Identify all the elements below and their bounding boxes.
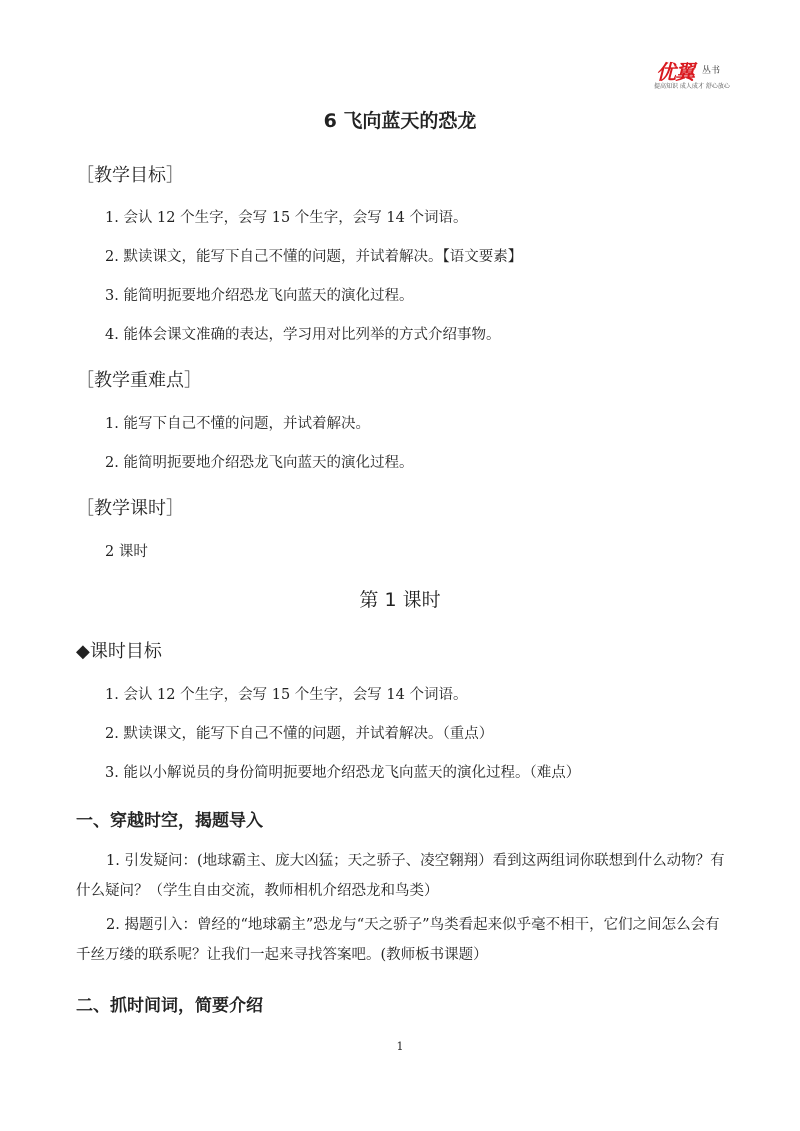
goal-item: 1. 会认 12 个生字，会写 15 个生字，会写 14 个词语。 xyxy=(105,210,468,226)
lesson-title: 第 1 课时 xyxy=(359,589,441,611)
section-heading-key-points: ［教学重难点］ xyxy=(76,370,202,391)
hours-text: 2 课时 xyxy=(105,544,148,560)
logo-main-text: 优翼 xyxy=(656,60,694,84)
lesson-goal-item: 2. 默读课文，能写下自己不懂的问题，并试着解决。（重点） xyxy=(105,726,494,742)
goal-item: 3. 能简明扼要地介绍恐龙飞向蓝天的演化过程。 xyxy=(105,288,414,304)
lesson-goal-item: 3. 能以小解说员的身份简明扼要地介绍恐龙飞向蓝天的演化过程。（难点） xyxy=(105,765,581,781)
logo-tagline: 提高知识 成人成才 舒心放心 xyxy=(654,83,730,90)
publisher-logo xyxy=(648,56,738,92)
page-number: 1 xyxy=(396,1040,404,1053)
section-heading-goals: ［教学目标］ xyxy=(76,165,184,186)
lesson-goal-item: 1. 会认 12 个生字，会写 15 个生字，会写 14 个词语。 xyxy=(105,687,468,703)
goal-item: 4. 能体会课文准确的表达，学习用对比列举的方式介绍事物。 xyxy=(105,327,501,343)
paragraph: 1. 引发疑问：(地球霸主、庞大凶猛；天之骄子、凌空翱翔）看到这两组词你联想到什么动物？有什么疑问？（学生自由交流，教师相机介绍恐龙和鸟类） xyxy=(76,853,725,899)
part1-heading: 一、穿越时空，揭题导入 xyxy=(76,811,263,831)
key-point-item: 2. 能简明扼要地介绍恐龙飞向蓝天的演化过程。 xyxy=(105,455,414,471)
paragraph: 2. 揭题引入：曾经的“地球霸主”恐龙与“天之骄子”鸟类看起来似乎毫不相干，它们之间怎么会有千丝万缕的联系呢？让我们一起来寻找答案吧。(教师板书课题） xyxy=(76,917,720,963)
lesson-goals-heading: ◆课时目标 xyxy=(76,641,162,662)
logo-sub-text: 丛书 xyxy=(702,66,721,76)
page-title: 6 飞向蓝天的恐龙 xyxy=(323,110,477,132)
goal-item: 2. 默读课文，能写下自己不懂的问题，并试着解决。【语文要素】 xyxy=(105,249,523,265)
part2-heading: 二、抓时间词，简要介绍 xyxy=(76,996,263,1016)
section-heading-hours: ［教学课时］ xyxy=(76,498,184,519)
key-point-item: 1. 能写下自己不懂的问题，并试着解决。 xyxy=(105,416,370,432)
